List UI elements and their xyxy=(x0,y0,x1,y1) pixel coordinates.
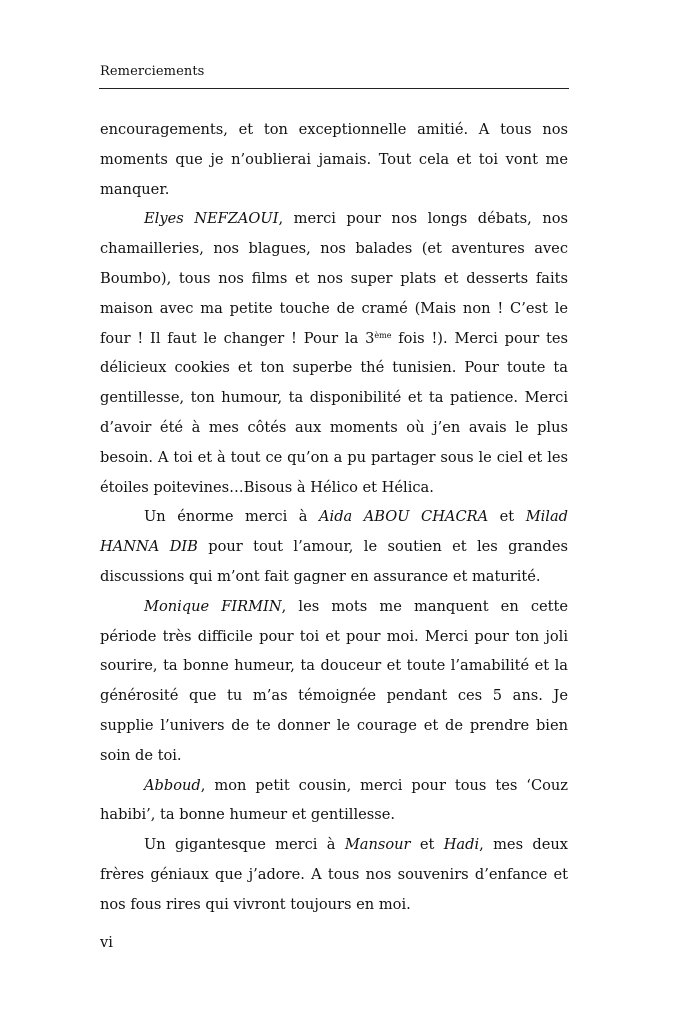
header-rule xyxy=(99,88,569,89)
body-text xyxy=(100,115,568,920)
name-emphasis: Milad HANNA DIB xyxy=(100,508,569,556)
name-emphasis: Elyes NEFZAOUI xyxy=(144,210,279,228)
name-emphasis: Hadi xyxy=(443,836,480,854)
text-run: et xyxy=(410,836,444,854)
superscript: ème xyxy=(374,330,392,340)
text-run: , les mots me manquent en cette période très difficile pour toi et pour moi. Merci pour ton joli sourire, ta bonne humeur, ta douceur et toute l’amabilité et la générosité que tu m’as témoignée pendant ces 5 ans. Je supplie l’univers de te donner le courage et de prendre bien soin de toi. xyxy=(100,597,569,764)
name-emphasis: Monique FIRMIN xyxy=(144,597,282,615)
text-run: encouragements, et ton exceptionnelle amitié. A tous nos moments que je n’oublierai jamais. Tout cela et toi vont me manquer. xyxy=(100,121,568,198)
paragraph xyxy=(100,592,568,771)
text-run: , mes deux frères géniaux que j’adore. A tous nos souvenirs d’enfance et nos fous rires qui vivront toujours en moi. xyxy=(100,836,568,913)
name-emphasis: Aida ABOU CHACRA xyxy=(318,508,489,526)
name-emphasis: Mansour xyxy=(344,836,411,854)
text-run: Un énorme merci à xyxy=(144,508,319,526)
text-run: , mon petit cousin, merci pour tous tes ‘Couz habibi’, ta bonne humeur et gentillesse. xyxy=(100,776,568,824)
paragraph xyxy=(100,204,568,502)
paragraph xyxy=(100,502,568,591)
page-number: vi xyxy=(100,934,113,951)
text-run: et xyxy=(488,508,526,526)
text-run: , merci pour nos longs débats, nos chamailleries, nos blagues, nos balades (et aventures avec Boumbo), tous nos films et nos super plats et desserts faits maison avec ma petite touche de cramé (Mais non ! C’est le four ! Il faut le changer ! Pour la 3 xyxy=(100,210,568,347)
text-run: pour tout l’amour, le soutien et les grandes discussions qui m’ont fait gagner en assurance et maturité. xyxy=(100,538,568,585)
running-header: Remerciements xyxy=(100,64,205,79)
paragraph xyxy=(100,771,568,831)
text-run: fois !). Merci pour tes délicieux cookies et ton superbe thé tunisien. Pour toute ta gentillesse, ton humour, ta disponibilité et ta patience. Merci d’avoir été à mes côtés aux moments où j’en avais le plus besoin. A toi et à tout ce qu’on a pu partager sous le ciel et les étoiles poitevines…Bisous à Hélico et Hélica. xyxy=(100,329,568,496)
name-emphasis: Abboud xyxy=(144,776,201,794)
paragraph xyxy=(100,115,568,204)
text-run: Un gigantesque merci à xyxy=(144,836,345,854)
paragraph xyxy=(100,830,568,919)
